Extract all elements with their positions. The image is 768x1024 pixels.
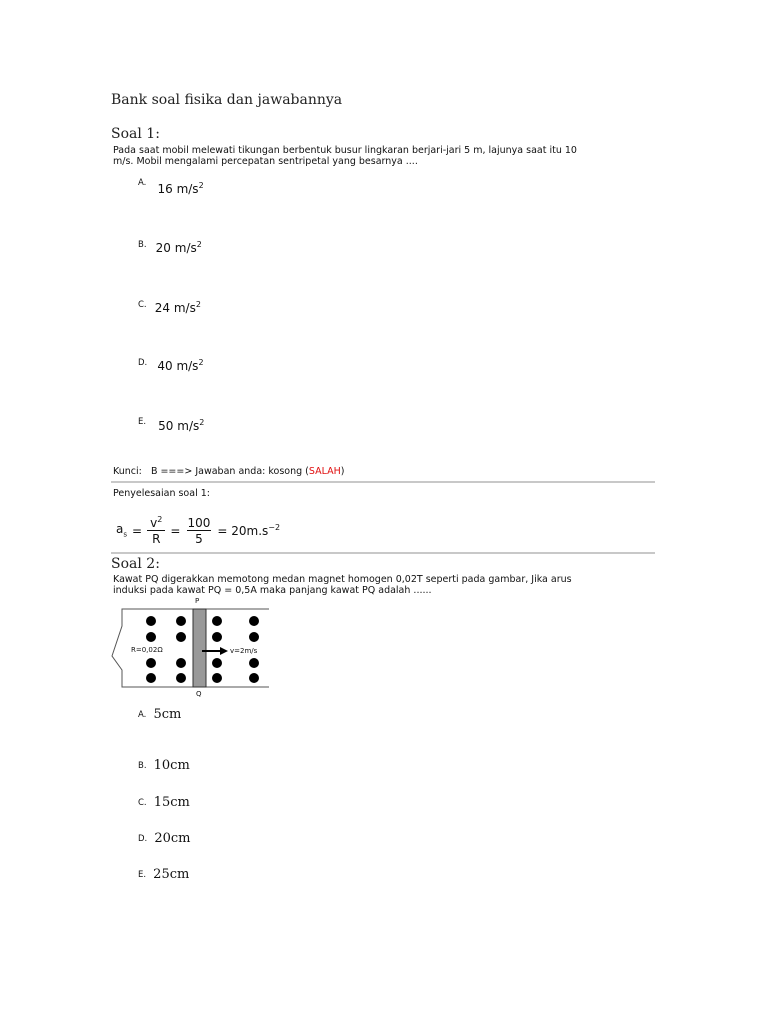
option-unit: m/s — [177, 419, 200, 433]
formula-lhs — [116, 522, 127, 538]
option-number: 50 — [158, 419, 174, 433]
option-letter: D. — [138, 358, 148, 368]
soal-2-option-e[interactable] — [138, 862, 189, 881]
divider — [111, 481, 655, 483]
soal-2-option-a[interactable] — [138, 702, 181, 721]
soal-2-option-b[interactable] — [138, 753, 190, 772]
soal-1-option-c[interactable] — [138, 292, 201, 315]
wire-pq — [193, 609, 206, 687]
option-unit: m/s — [173, 301, 196, 315]
equals-sign: = — [132, 523, 143, 538]
option-letter: E. — [138, 870, 147, 880]
soal-1-option-e[interactable] — [138, 409, 205, 433]
option-letter: A. — [138, 710, 147, 720]
kunci-label: Kunci: — [113, 466, 142, 477]
option-unit-exp: 2 — [198, 358, 204, 367]
soal-1-option-d[interactable] — [138, 350, 204, 373]
solution-heading: Penyelesaian soal 1: — [113, 488, 210, 499]
label-p: P — [195, 597, 200, 605]
soal-2-option-c[interactable] — [138, 790, 190, 809]
soal-1-question — [113, 145, 593, 167]
fraction-1 — [147, 515, 165, 546]
formula-a: a — [116, 522, 124, 537]
result-salah: SALAH — [308, 466, 341, 477]
option-unit-exp: 2 — [198, 181, 204, 190]
option-value — [158, 419, 204, 433]
soal-1-question-line-2: m/s. Mobil mengalami percepatan sentripetal yang besarnya .... — [113, 156, 418, 167]
option-number: 24 — [154, 301, 171, 315]
option-value — [156, 241, 202, 255]
kunci-close: ) — [340, 466, 345, 477]
option-unit: m/s — [176, 182, 199, 196]
option-value — [157, 359, 203, 373]
label-velocity: v=2m/s — [230, 647, 258, 655]
option-letter: A. — [138, 178, 147, 188]
option-letter: C. — [138, 798, 147, 808]
soal-2-question-line-1: Kawat PQ digerakkan memotong medan magnet homogen 0,02T seperti pada gambar, Jika arus — [113, 574, 572, 585]
label-resistor: R=0,02Ω — [131, 646, 163, 654]
soal-1-option-a[interactable] — [138, 170, 204, 196]
option-value: 25cm — [153, 867, 190, 882]
result-text: = 20m.s — [217, 524, 269, 538]
fraction-2-num: 100 — [187, 515, 211, 530]
option-unit: m/s — [174, 241, 197, 255]
formula-result — [217, 523, 280, 538]
divider — [111, 552, 655, 554]
soal-2-question — [113, 574, 593, 596]
num1: v — [150, 516, 158, 530]
option-value: 5cm — [153, 707, 182, 722]
option-value — [157, 182, 203, 196]
fraction-2-den: 5 — [187, 530, 211, 546]
label-q: Q — [196, 690, 202, 698]
result-exp: −2 — [268, 523, 281, 532]
option-letter: D. — [138, 834, 148, 844]
fraction-1-num — [147, 515, 165, 530]
magnetic-field-figure — [108, 596, 278, 700]
option-letter: B. — [138, 240, 147, 250]
option-letter: E. — [138, 417, 147, 427]
option-number: 20 — [155, 241, 171, 255]
document-title: Bank soal fisika dan jawabannya — [111, 92, 343, 108]
soal-1-question-line-1: Pada saat mobil melewati tikungan berbentuk busur lingkaran berjari-jari 5 m, lajunya saat itu 10 — [113, 145, 577, 156]
soal-1-option-b[interactable] — [138, 232, 202, 255]
option-number: 16 — [157, 182, 173, 196]
kunci-text: B ===> Jawaban anda: kosong ( — [150, 466, 309, 477]
fraction-2 — [185, 516, 212, 546]
option-letter: B. — [138, 761, 147, 771]
answer-key — [113, 466, 344, 477]
option-unit-exp: 2 — [195, 300, 201, 309]
option-value: 20cm — [154, 831, 191, 846]
option-unit-exp: 2 — [196, 240, 202, 249]
option-number: 40 — [157, 359, 173, 373]
option-letter: C. — [138, 300, 147, 310]
solution-formula — [116, 515, 280, 546]
soal-2-question-line-2: induksi pada kawat PQ = 0,5A maka panjang kawat PQ adalah ...... — [113, 585, 432, 596]
fraction-1-den: R — [147, 530, 165, 546]
option-unit: m/s — [176, 359, 199, 373]
option-value: 10cm — [153, 758, 190, 773]
option-value: 15cm — [153, 795, 190, 810]
num1-exp: 2 — [157, 515, 163, 524]
option-value — [155, 301, 201, 315]
formula-a-sub: s — [123, 530, 128, 539]
equals-sign: = — [170, 523, 181, 538]
soal-2-option-d[interactable] — [138, 826, 191, 845]
soal-2-heading: Soal 2: — [111, 556, 160, 572]
option-unit-exp: 2 — [199, 418, 205, 427]
soal-1-heading: Soal 1: — [111, 126, 160, 142]
